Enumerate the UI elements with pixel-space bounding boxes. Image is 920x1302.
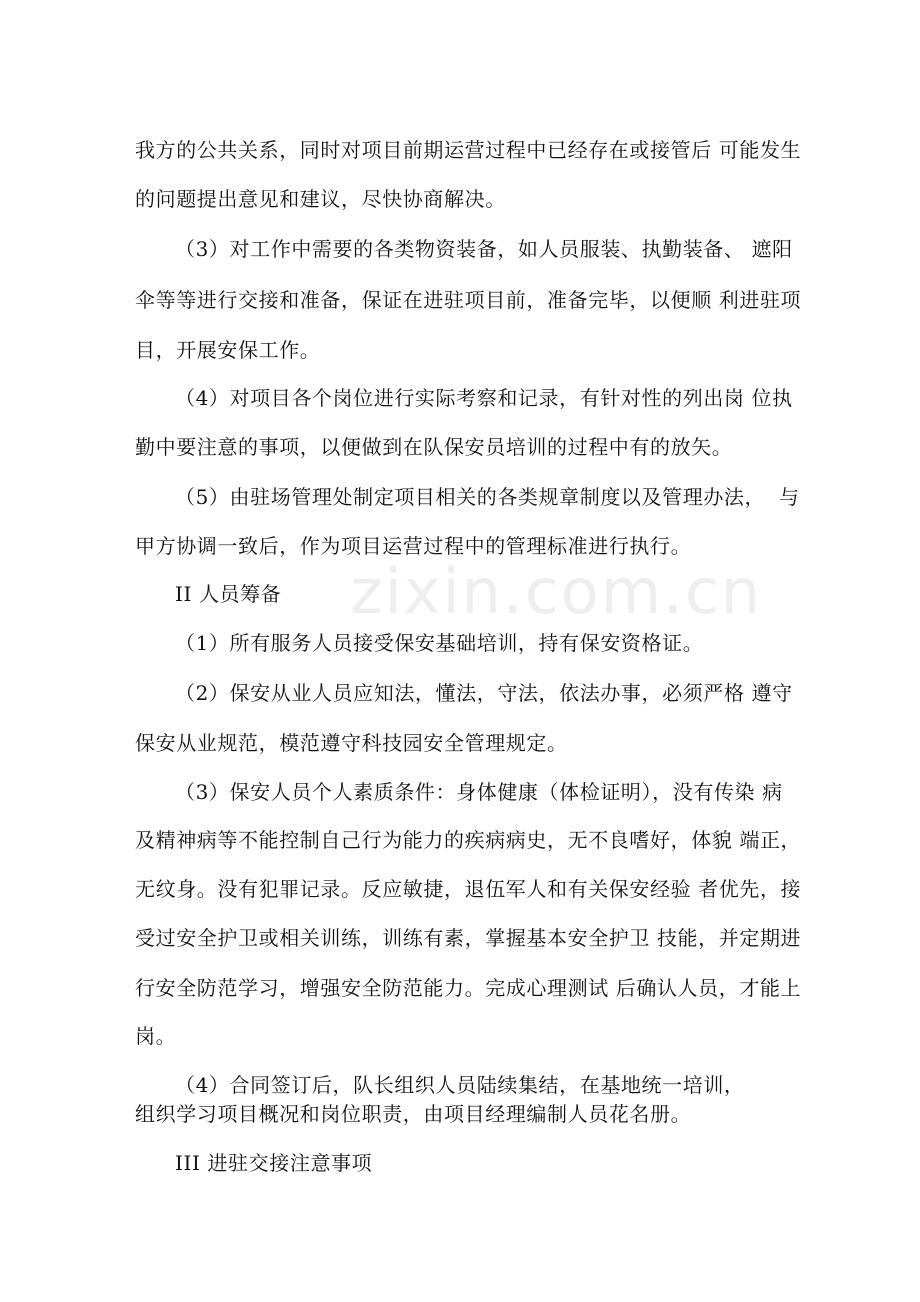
paragraph-line: 我方的公共关系，同时对项目前期运营过程中已经存在或接管后 可能发生	[135, 138, 802, 162]
paragraph-line: （2）保安从业人员应知法，懂法，守法，依法办事，必须严格 遵守	[175, 681, 793, 705]
paragraph-line: 及精神病等不能控制自己行为能力的疾病病史，无不良嗜好，体貌 端正，	[135, 828, 802, 852]
paragraph-line: 组织学习项目概况和岗位职责，由项目经理编制人员花名册。	[135, 1102, 692, 1126]
paragraph-line: 目，开展安保工作。	[135, 338, 321, 362]
paragraph-line: 保安从业规范，模范遵守科技园安全管理规定。	[135, 731, 568, 755]
paragraph-line: （1）所有服务人员接受保安基础培训，持有保安资格证。	[175, 631, 704, 655]
paragraph-line: 的问题提出意见和建议，尽快协商解决。	[135, 187, 506, 211]
paragraph-line: （3）对工作中需要的各类物资装备，如人员服装、执勤装备、 遮阳	[175, 237, 793, 261]
paragraph-line: （4）合同签订后，队长组织人员陆续集结，在基地统一培训，	[175, 1073, 745, 1097]
paragraph-line: 无纹身。没有犯罪记录。反应敏捷，退伍军人和有关保安经验 者优先，接	[135, 877, 802, 901]
watermark: zixin.com.cn	[350, 555, 763, 628]
section-heading: III 进驻交接注意事项	[175, 1151, 373, 1175]
paragraph-line: 甲方协调一致后，作为项目运营过程中的管理标准进行执行。	[135, 534, 692, 558]
paragraph-line: （3）保安人员个人素质条件：身体健康（体检证明），没有传染 病	[175, 780, 783, 804]
section-heading: II 人员筹备	[175, 582, 282, 606]
paragraph-line: 受过安全护卫或相关训练，训练有素，掌握基本安全护卫 技能，并定期进	[135, 926, 802, 950]
paragraph-line: 岗。	[135, 1024, 177, 1048]
paragraph-line: （5）由驻场管理处制定项目相关的各类规章制度以及管理办法， 与	[175, 485, 800, 509]
paragraph-line: （4）对项目各个岗位进行实际考察和记录，有针对性的列出岗 位执	[175, 386, 793, 410]
paragraph-line: 行安全防范学习，增强安全防范能力。完成心理测试 后确认人员，才能上	[135, 976, 802, 1000]
paragraph-line: 勤中要注意的事项，以便做到在队保安员培训的过程中有的放矢。	[135, 435, 733, 459]
paragraph-line: 伞等等进行交接和准备，保证在进驻项目前，准备完毕，以便顺 利进驻项	[135, 288, 802, 312]
